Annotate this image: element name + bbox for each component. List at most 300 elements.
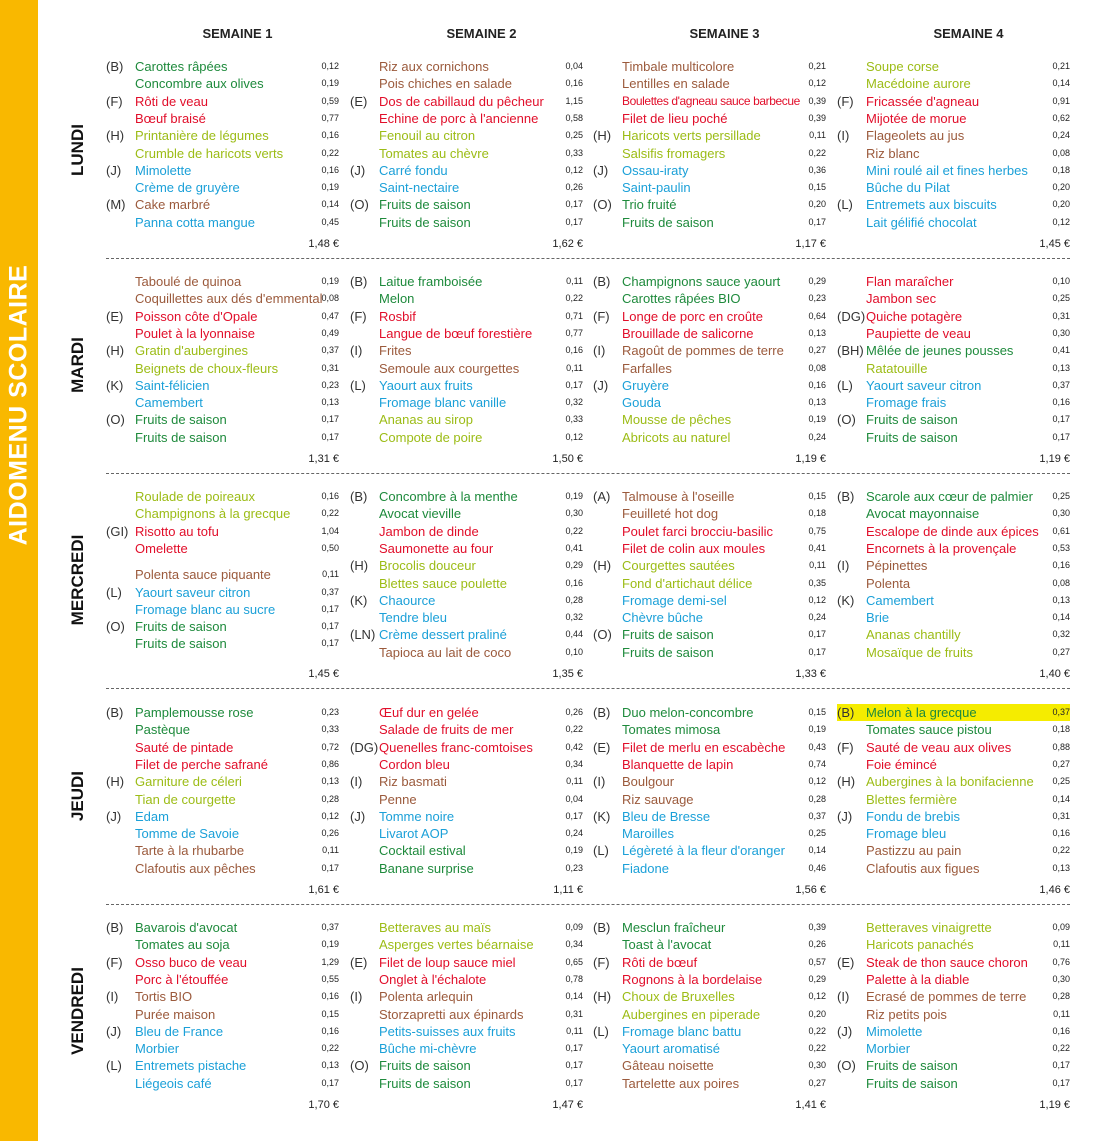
dish-price: 0,77 xyxy=(565,327,583,338)
week-total: 1,47 € xyxy=(552,1099,583,1111)
dish-price: 0,31 xyxy=(565,1008,583,1019)
dish-name: Pastizzu au pain xyxy=(866,843,962,859)
dish-name: Tomme noire xyxy=(379,808,455,824)
dish-name: Gouda xyxy=(622,395,662,411)
dish-name: Haricots verts persillade xyxy=(622,128,761,144)
dish-price: 0,11 xyxy=(1053,939,1070,950)
allergen-code: (L) xyxy=(837,197,853,213)
dish-name: Avocat vieville xyxy=(379,506,462,522)
menu-item xyxy=(837,575,1070,592)
dish-price: 0,22 xyxy=(321,508,339,519)
menu-item xyxy=(350,273,583,290)
menu-item xyxy=(593,592,826,609)
dish-price: 0,04 xyxy=(565,61,583,71)
dish-price: 0,17 xyxy=(321,603,339,614)
dish-price: 0,39 xyxy=(808,922,826,932)
dish-name: Frites xyxy=(379,343,412,359)
allergen-code: (J) xyxy=(106,1023,122,1039)
dish-name: Sauté de pintade xyxy=(135,739,234,755)
dish-name: Taboulé de quinoa xyxy=(135,274,242,289)
menu-item xyxy=(837,988,1070,1005)
allergen-code: (B) xyxy=(350,489,368,504)
menu-item xyxy=(593,988,826,1005)
menu-item xyxy=(106,1057,339,1074)
menu-item xyxy=(593,273,826,290)
dish-price: 0,17 xyxy=(808,629,826,640)
dish-price: 0,17 xyxy=(808,646,826,657)
dish-price: 0,27 xyxy=(1052,646,1070,657)
dish-name: Fruits de saison xyxy=(135,636,227,652)
menu-item xyxy=(837,721,1070,738)
dish-price: 0,15 xyxy=(321,1008,339,1019)
dish-price: 0,26 xyxy=(565,182,583,193)
dish-name: Fruits de saison xyxy=(135,619,227,635)
dish-name: Filet de loup sauce miel xyxy=(379,954,516,970)
dish-name: Boulgour xyxy=(622,774,675,790)
menu-item xyxy=(350,971,583,988)
dish-name: Tarte à la rhubarbe xyxy=(135,843,245,859)
menu-item xyxy=(837,505,1070,522)
dish-price: 0,19 xyxy=(565,845,583,856)
allergen-code: (I) xyxy=(593,343,606,359)
menu-item xyxy=(106,842,339,859)
dish-price: 0,20 xyxy=(808,1008,826,1019)
dish-name: Rôti de veau xyxy=(135,93,208,109)
allergen-code: (L) xyxy=(837,377,853,393)
dish-price: 0,49 xyxy=(321,327,339,338)
dish-name: Pamplemousse rose xyxy=(135,705,254,720)
dish-name: Camembert xyxy=(866,592,934,608)
allergen-code: (BH) xyxy=(837,343,864,359)
dish-price: 0,17 xyxy=(565,1043,583,1054)
week-total: 1,45 € xyxy=(1039,238,1070,250)
menu-item xyxy=(106,936,339,953)
dish-name: Edam xyxy=(135,808,169,824)
dish-name: Quiche potagère xyxy=(866,308,963,324)
menu-item xyxy=(106,162,339,179)
dish-name: Filet de colin aux moules xyxy=(622,540,766,556)
day-label-mercredi: MERCREDI xyxy=(68,534,87,626)
dish-name: Mosaïque de fruits xyxy=(866,644,973,660)
dish-name: Mesclun fraîcheur xyxy=(622,920,726,935)
dish-name: Jambon de dinde xyxy=(379,523,479,539)
dish-price: 0,17 xyxy=(321,431,339,442)
week-total: 1,70 € xyxy=(308,1099,339,1111)
menu-item xyxy=(837,360,1070,377)
dish-price: 0,16 xyxy=(565,345,583,356)
menu-item xyxy=(837,377,1070,394)
dish-name: Saint-félicien xyxy=(135,377,210,393)
dish-price: 0,42 xyxy=(565,741,583,752)
menu-item xyxy=(350,325,583,342)
menu-item xyxy=(593,626,826,643)
day-label-jeudi: JEUDI xyxy=(68,770,87,822)
menu-item xyxy=(837,196,1070,213)
dish-price: 0,11 xyxy=(566,776,583,787)
allergen-code: (B) xyxy=(106,59,124,74)
dish-price: 0,26 xyxy=(565,707,583,717)
dish-price: 0,08 xyxy=(321,293,339,304)
allergen-code: (O) xyxy=(350,197,369,213)
menu-item xyxy=(106,808,339,825)
dish-price: 0,16 xyxy=(321,130,339,141)
dish-price: 0,27 xyxy=(808,1077,826,1088)
menu-item xyxy=(106,721,339,738)
allergen-code: (F) xyxy=(350,308,367,324)
dish-name: Gratin d'aubergines xyxy=(135,343,249,359)
dish-name: Riz basmati xyxy=(379,774,447,790)
dish-name: Roulade de poireaux xyxy=(135,489,255,504)
allergen-code: (LN) xyxy=(350,627,376,643)
dish-name: Tomates au soja xyxy=(135,937,230,953)
dish-name: Tortis BIO xyxy=(135,989,193,1005)
dish-price: 0,23 xyxy=(321,379,339,390)
dish-name: Fruits de saison xyxy=(622,644,714,660)
dish-name: Toast à l'avocat xyxy=(622,937,712,953)
allergen-code: (H) xyxy=(350,558,369,574)
dish-name: Entremets aux biscuits xyxy=(866,197,997,213)
allergen-code: (F) xyxy=(837,93,854,109)
menu-item xyxy=(350,756,583,773)
dish-price: 0,11 xyxy=(566,362,583,373)
allergen-code: (J) xyxy=(593,377,609,393)
dish-name: Betteraves au maïs xyxy=(379,920,491,935)
dish-price: 0,17 xyxy=(565,379,583,390)
menu-item xyxy=(593,825,826,842)
dish-price: 0,58 xyxy=(565,112,583,123)
menu-item xyxy=(837,592,1070,609)
dish-name: Longe de porc en croûte xyxy=(622,308,763,324)
dish-name: Pois chiches en salade xyxy=(379,76,512,92)
dish-name: Ossau-iraty xyxy=(622,162,689,178)
sidebar-band xyxy=(0,0,38,1141)
menu-item xyxy=(593,110,826,127)
dish-price: 0,21 xyxy=(1052,61,1070,71)
menu-item xyxy=(106,273,339,290)
menu-item xyxy=(106,618,339,635)
menu-item xyxy=(837,609,1070,626)
week-total: 1,33 € xyxy=(795,668,826,680)
menu-item xyxy=(593,575,826,592)
dish-name: Compote de poire xyxy=(379,429,483,445)
menu-item xyxy=(106,540,339,557)
dish-price: 0,75 xyxy=(808,525,826,536)
dish-price: 0,12 xyxy=(808,78,826,89)
dish-name: Risotto au tofu xyxy=(135,523,219,539)
week-total: 1,11 € xyxy=(553,884,583,896)
dish-price: 0,29 xyxy=(808,973,826,984)
menu-item xyxy=(350,162,583,179)
dish-price: 0,41 xyxy=(1052,345,1070,356)
dish-name: Maroilles xyxy=(622,826,675,842)
menu-item xyxy=(106,290,339,307)
menu-item xyxy=(837,429,1070,446)
dish-name: Salade de fruits de mer xyxy=(379,722,514,738)
dish-price: 0,16 xyxy=(565,577,583,588)
menu-item xyxy=(106,127,339,144)
allergen-code: (K) xyxy=(837,592,855,608)
dish-price: 0,46 xyxy=(808,862,826,873)
menu-item xyxy=(593,1075,826,1092)
dish-name: Bavarois d'avocat xyxy=(135,920,238,935)
dish-price: 0,28 xyxy=(808,793,826,804)
dish-price: 0,17 xyxy=(321,638,339,649)
menu-item xyxy=(106,214,339,231)
menu-item xyxy=(106,756,339,773)
dish-price: 0,09 xyxy=(565,922,583,932)
menu-item xyxy=(837,342,1070,359)
dish-price: 0,14 xyxy=(1052,612,1070,623)
dish-name: Flan maraîcher xyxy=(866,274,954,289)
dish-name: Choux de Bruxelles xyxy=(622,989,735,1005)
menu-item xyxy=(593,936,826,953)
menu-item xyxy=(837,791,1070,808)
dish-name: Tomates au chèvre xyxy=(379,145,489,161)
menu-item xyxy=(593,488,826,505)
dish-price: 0,16 xyxy=(1052,560,1070,571)
allergen-code: (H) xyxy=(593,558,612,574)
menu-item xyxy=(350,988,583,1005)
dish-name: Bûche du Pilat xyxy=(866,180,950,196)
dish-price: 0,13 xyxy=(1052,362,1070,373)
menu-item xyxy=(350,592,583,609)
dish-price: 0,28 xyxy=(321,793,339,804)
allergen-code: (B) xyxy=(106,920,124,935)
dish-name: Macédoine aurore xyxy=(866,76,971,92)
allergen-code: (I) xyxy=(837,128,850,144)
dish-price: 0,37 xyxy=(1052,707,1070,717)
week-total: 1,56 € xyxy=(795,884,826,896)
menu-item xyxy=(350,523,583,540)
allergen-code: (DG) xyxy=(837,308,866,324)
week-total: 1,48 € xyxy=(308,238,339,250)
dish-price: 0,30 xyxy=(808,1060,826,1071)
dish-name: Saint-paulin xyxy=(622,180,691,196)
dish-price: 0,22 xyxy=(1052,1043,1070,1054)
dish-name: Saint-nectaire xyxy=(379,180,460,196)
menu-item xyxy=(837,488,1070,505)
allergen-code: (K) xyxy=(350,592,368,608)
dish-price: 0,24 xyxy=(808,431,826,442)
dish-price: 0,16 xyxy=(321,491,339,501)
menu-item xyxy=(350,773,583,790)
day-separator xyxy=(106,904,1070,905)
dish-price: 0,28 xyxy=(565,594,583,605)
dish-name: Beignets de choux-fleurs xyxy=(135,360,279,376)
dish-name: Carottes râpées BIO xyxy=(622,291,741,307)
menu-item xyxy=(106,1006,339,1023)
menu-item xyxy=(593,179,826,196)
dish-price: 0,28 xyxy=(1052,991,1070,1002)
dish-name: Petits-suisses aux fruits xyxy=(379,1023,516,1039)
menu-item xyxy=(350,145,583,162)
allergen-code: (L) xyxy=(350,377,366,393)
dish-price: 0,16 xyxy=(1052,397,1070,408)
menu-item xyxy=(837,936,1070,953)
menu-item xyxy=(593,411,826,428)
allergen-code: (J) xyxy=(837,808,853,824)
menu-item xyxy=(837,308,1070,325)
dish-price: 0,17 xyxy=(565,1077,583,1088)
dish-price: 0,53 xyxy=(1052,542,1070,553)
menu-item xyxy=(593,360,826,377)
dish-price: 0,72 xyxy=(321,741,339,752)
dish-price: 0,15 xyxy=(808,491,826,501)
menu-item xyxy=(106,377,339,394)
dish-price: 0,09 xyxy=(1052,922,1070,932)
dish-name: Porc à l'étouffée xyxy=(135,971,229,987)
allergen-code: (L) xyxy=(106,1058,122,1074)
dish-name: Fricassée d'agneau xyxy=(866,93,980,109)
dish-name: Printanière de légumes xyxy=(135,128,269,144)
dish-name: Tendre bleu xyxy=(379,610,447,626)
menu-item xyxy=(593,954,826,971)
menu-item xyxy=(350,429,583,446)
menu-item xyxy=(593,791,826,808)
dish-price: 0,22 xyxy=(808,147,826,158)
menu-item xyxy=(106,523,339,540)
dish-price: 0,17 xyxy=(1052,414,1070,425)
dish-price: 0,17 xyxy=(565,810,583,821)
dish-price: 0,19 xyxy=(808,414,826,425)
dish-name: Bleu de France xyxy=(135,1023,224,1039)
dish-price: 0,88 xyxy=(1052,741,1070,752)
menu-item xyxy=(106,791,339,808)
dish-price: 0,10 xyxy=(1052,276,1070,286)
dish-name: Fenouil au citron xyxy=(379,128,476,144)
dish-price: 0,27 xyxy=(808,345,826,356)
dish-name: Paupiette de veau xyxy=(866,325,971,341)
dish-price: 0,62 xyxy=(1052,112,1070,123)
menu-item xyxy=(837,1057,1070,1074)
dish-name: Brouillade de salicorne xyxy=(622,325,754,341)
dish-name: Rôti de bœuf xyxy=(622,954,698,970)
dish-price: 0,30 xyxy=(1052,327,1070,338)
menu-item xyxy=(106,1040,339,1057)
dish-name: Gâteau noisette xyxy=(622,1058,714,1074)
menu-item xyxy=(837,971,1070,988)
dish-price: 0,11 xyxy=(566,276,583,286)
dish-price: 0,47 xyxy=(321,310,339,321)
allergen-code: (O) xyxy=(106,412,125,428)
dish-price: 0,17 xyxy=(565,216,583,227)
allergen-code: (M) xyxy=(106,197,126,213)
menu-item xyxy=(593,557,826,574)
dish-name: Osso buco de veau xyxy=(135,954,248,970)
dish-price: 0,24 xyxy=(1052,130,1070,141)
menu-item xyxy=(106,325,339,342)
menu-item xyxy=(106,919,339,936)
menu-item xyxy=(350,860,583,877)
dish-price: 0,20 xyxy=(1052,182,1070,193)
dish-name: Fruits de saison xyxy=(866,429,958,445)
week-total: 1,31 € xyxy=(308,453,339,465)
dish-name: Fromage bleu xyxy=(866,826,947,842)
dish-name: Camembert xyxy=(135,395,203,411)
week-total: 1,19 € xyxy=(1039,1099,1070,1111)
menu-item xyxy=(106,971,339,988)
dish-name: Omelette xyxy=(135,540,188,556)
menu-item xyxy=(350,575,583,592)
menu-item xyxy=(350,127,583,144)
dish-name: Fond d'artichaut délice xyxy=(622,575,753,591)
dish-price: 0,74 xyxy=(808,758,826,769)
menu-item xyxy=(106,954,339,971)
dish-name: Polenta arlequin xyxy=(379,989,473,1005)
dish-price: 0,17 xyxy=(1052,431,1070,442)
menu-item xyxy=(837,842,1070,859)
dish-price: 0,27 xyxy=(1052,758,1070,769)
allergen-code: (F) xyxy=(106,93,123,109)
dish-price: 0,16 xyxy=(321,1025,339,1036)
dish-name: Fromage blanc battu xyxy=(622,1023,742,1039)
dish-price: 0,39 xyxy=(808,95,826,106)
allergen-code: (F) xyxy=(106,954,123,970)
dish-name: Riz petits pois xyxy=(866,1006,947,1022)
dish-price: 0,34 xyxy=(565,758,583,769)
dish-name: Blanquette de lapin xyxy=(622,756,734,772)
menu-item xyxy=(593,609,826,626)
allergen-code: (I) xyxy=(350,774,363,790)
dish-price: 0,14 xyxy=(321,199,339,210)
allergen-code: (H) xyxy=(106,774,125,790)
dish-price: 0,14 xyxy=(1052,793,1070,804)
dish-name: Crumble de haricots verts xyxy=(135,145,284,161)
dish-price: 0,16 xyxy=(565,78,583,89)
dish-price: 0,11 xyxy=(322,845,339,856)
dish-name: Saumonette au four xyxy=(379,540,494,556)
week-total: 1,62 € xyxy=(552,238,583,250)
day-separator xyxy=(106,688,1070,689)
dish-name: Aubergines en piperade xyxy=(622,1006,761,1022)
week-header: SEMAINE 3 xyxy=(689,26,760,41)
menu-item xyxy=(837,394,1070,411)
dish-price: 0,65 xyxy=(565,956,583,967)
menu-item xyxy=(106,75,339,92)
allergen-code: (B) xyxy=(837,705,855,720)
dish-name: Feuilleté hot dog xyxy=(622,506,719,522)
menu-item xyxy=(837,325,1070,342)
menu-item xyxy=(593,773,826,790)
dish-name: Chaource xyxy=(379,592,436,608)
dish-name: Ragoût de pommes de terre xyxy=(622,343,784,359)
dish-name: Foie émincé xyxy=(866,756,937,772)
dish-name: Crème de gruyère xyxy=(135,180,240,196)
menu-item xyxy=(106,488,339,505)
dish-price: 0,18 xyxy=(808,508,826,519)
allergen-code: (O) xyxy=(837,1058,856,1074)
dish-name: Penne xyxy=(379,791,417,807)
menu-item xyxy=(593,919,826,936)
menu-item xyxy=(837,644,1070,661)
dish-price: 0,12 xyxy=(565,431,583,442)
week-total: 1,41 € xyxy=(795,1099,826,1111)
dish-price: 0,13 xyxy=(808,397,826,408)
dish-name: Mimolette xyxy=(135,162,192,178)
menu-item xyxy=(837,1006,1070,1023)
dish-name: Dos de cabillaud du pêcheur xyxy=(379,93,544,109)
dish-price: 0,29 xyxy=(808,276,826,286)
dish-price: 0,19 xyxy=(565,491,583,501)
dish-price: 0,11 xyxy=(809,560,826,571)
dish-price: 0,12 xyxy=(808,594,826,605)
dish-name: Filet de lieu poché xyxy=(622,110,728,126)
menu-item xyxy=(106,342,339,359)
menu-item xyxy=(837,1040,1070,1057)
dish-name: Jambon sec xyxy=(866,291,937,307)
dish-name: Fruits de saison xyxy=(379,1058,471,1074)
menu-item xyxy=(837,127,1070,144)
